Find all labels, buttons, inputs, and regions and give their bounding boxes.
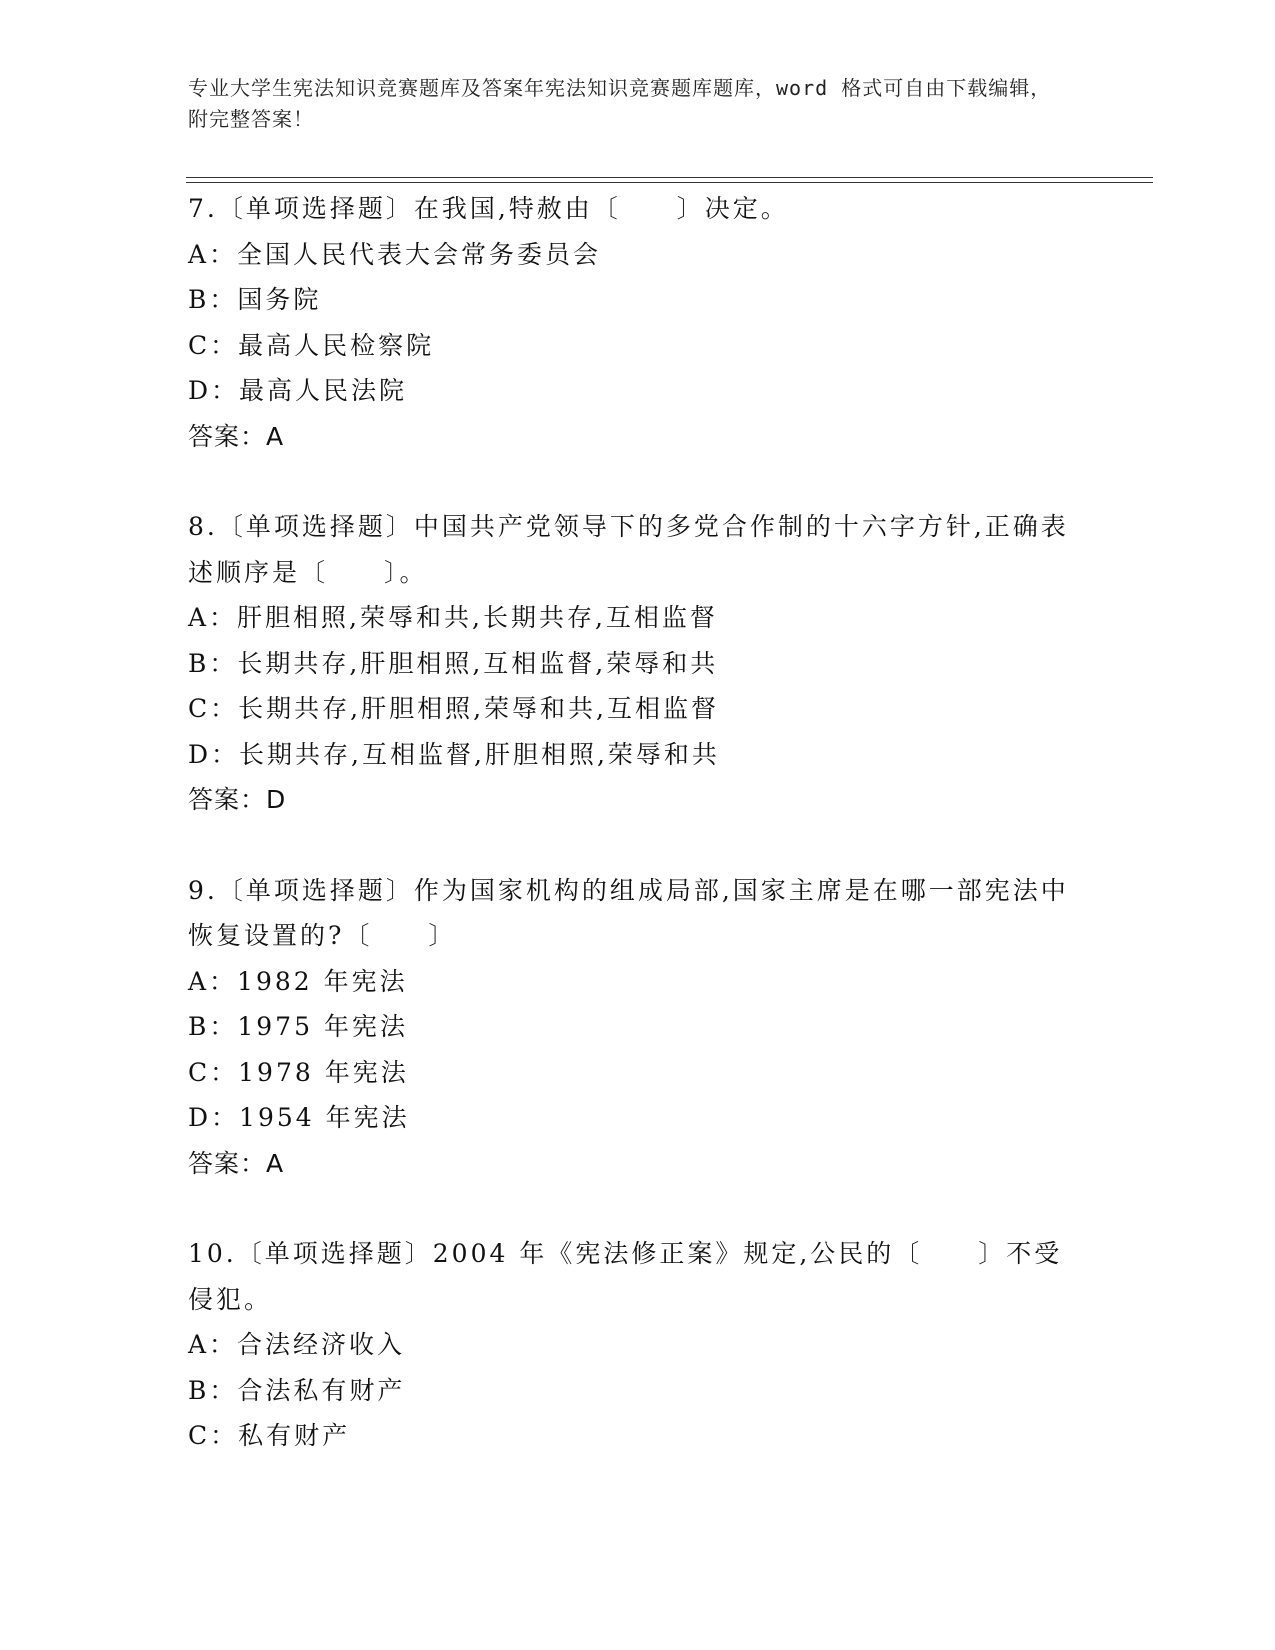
option-c: C：最高人民检察院: [188, 330, 435, 360]
option-b: B：国务院: [188, 285, 322, 314]
page-header: 专业大学生宪法知识竞赛题库及答案年宪法知识竞赛题库题库，word 格式可自由下载编辑，附完整答案！: [188, 76, 1052, 131]
option-c: C：私有财产: [188, 1421, 351, 1450]
answer: 答案：A: [188, 1148, 285, 1178]
option-c: C：长期共存,肝胆相照,荣辱和共,互相监督: [188, 694, 719, 723]
question-8: [188, 504, 1088, 823]
option-c: C：1978 年宪法: [188, 1057, 409, 1087]
question-stem: 10.〔单项选择题〕2004 年《宪法修正案》规定,公民的〔 〕不受侵犯。: [188, 1239, 1063, 1314]
question-7: [188, 186, 1088, 459]
option-a: A：肝胆相照,荣辱和共,长期共存,互相监督: [188, 603, 718, 632]
option-d: D：1954 年宪法: [188, 1103, 410, 1132]
question-stem: 7.〔单项选择题〕在我国,特赦由〔 〕决定。: [188, 194, 789, 223]
answer: 答案：A: [188, 421, 285, 451]
option-d: D：长期共存,互相监督,肝胆相照,荣辱和共: [188, 739, 720, 769]
option-b: B：合法私有财产: [188, 1375, 406, 1405]
question-stem: 9.〔单项选择题〕作为国家机构的组成局部,国家主席是在哪一部宪法中恢复设置的?〔 〕: [188, 875, 1069, 950]
header-rule-top: [186, 177, 1153, 178]
question-10: [188, 1231, 1088, 1459]
header-rule-bottom: [186, 182, 1153, 183]
question-stem: 8.〔单项选择题〕中国共产党领导下的多党合作制的十六字方针,正确表述顺序是〔 〕。: [188, 512, 1069, 587]
option-a: A：1982 年宪法: [188, 966, 408, 996]
answer: 答案：D: [188, 785, 287, 814]
option-a: A：全国人民代表大会常务委员会: [188, 239, 602, 269]
option-a: A：合法经济收入: [188, 1330, 406, 1359]
question-list: [188, 186, 1088, 1504]
option-b: B：1975 年宪法: [188, 1012, 408, 1041]
option-d: D：最高人民法院: [188, 376, 408, 405]
question-9: [188, 868, 1088, 1187]
option-b: B：长期共存,肝胆相照,互相监督,荣辱和共: [188, 648, 719, 678]
